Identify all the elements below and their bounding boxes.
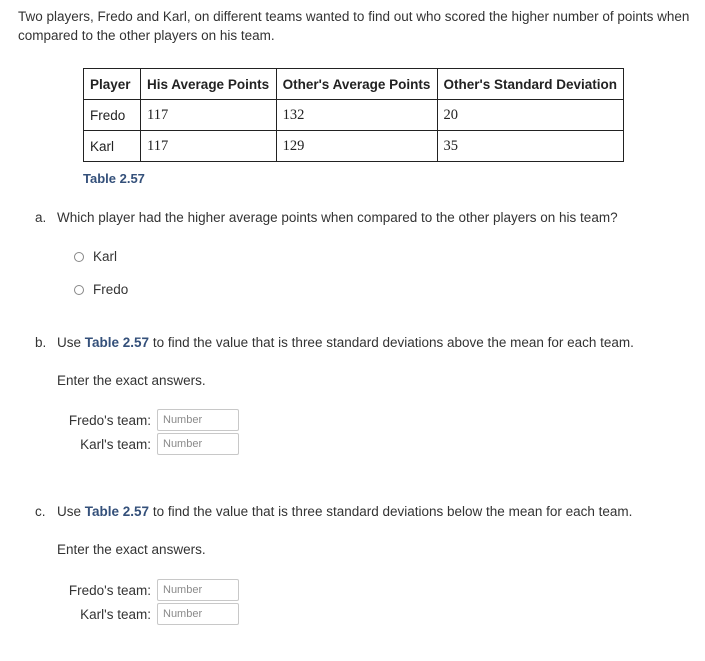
header-others-average-points: Other's Average Points [276,69,437,100]
table-header-row [84,69,624,100]
question-c-karl-input[interactable] [157,603,239,625]
question-b-letter: b. [35,335,47,350]
radio-button-fredo[interactable] [74,285,84,295]
option-karl-label[interactable]: Karl [93,249,118,264]
question-b-karl-label: Karl's team: [80,436,151,452]
cell-others-average: 129 [276,131,437,162]
question-b-fredo-input[interactable] [157,409,239,431]
question-b-text-after: to find the value that is three standard deviations above the mean for each team. [152,335,634,350]
cell-player: Fredo [84,100,141,131]
cell-player: Karl [84,131,141,162]
question-c-table-link[interactable]: Table 2.57 [84,504,150,519]
option-karl[interactable] [74,249,117,264]
table-row [84,100,624,131]
question-b-fredo-row [0,409,239,431]
question-a-letter: a. [35,210,47,225]
table-row [84,131,624,162]
cell-others-sd: 20 [437,100,624,131]
cell-his-average: 117 [141,131,277,162]
option-fredo[interactable] [74,282,128,297]
question-b-karl-row [0,433,239,455]
question-b-fredo-label: Fredo's team: [68,412,151,428]
question-c-text-after: to find the value that is three standard deviations below the mean for each team. [152,504,633,519]
table-caption: Table 2.57 [83,171,145,186]
question-b-table-link[interactable]: Table 2.57 [84,335,150,350]
question-a-text: Which player had the higher average points when compared to the other players on his team? [57,210,618,225]
question-c-text-before: Use [57,504,82,519]
cell-his-average: 117 [141,100,277,131]
question-a [35,210,695,225]
question-b-karl-input[interactable] [157,433,239,455]
question-c-fredo-input[interactable] [157,579,239,601]
problem-intro: Two players, Fredo and Karl, on different teams wanted to find out who scored the higher number of points when compared to the other players on his team. [18,9,690,43]
question-c-karl-row [0,603,239,625]
question-c-karl-label: Karl's team: [80,606,151,622]
option-fredo-label[interactable]: Fredo [93,282,129,297]
question-c-letter: c. [35,504,46,519]
header-others-standard-deviation: Other's Standard Deviation [437,69,624,100]
radio-button-karl[interactable] [74,252,84,262]
cell-others-sd: 35 [437,131,624,162]
question-c [35,504,695,519]
question-c-fredo-label: Fredo's team: [68,582,151,598]
question-b-text-before: Use [57,335,82,350]
question-c-fredo-row [0,579,239,601]
question-b-instruction: Enter the exact answers. [57,373,206,388]
header-player: Player [84,69,141,100]
question-c-instruction: Enter the exact answers. [57,542,206,557]
cell-others-average: 132 [276,100,437,131]
question-b [35,335,695,350]
data-table [83,68,624,162]
header-his-average-points: His Average Points [141,69,277,100]
